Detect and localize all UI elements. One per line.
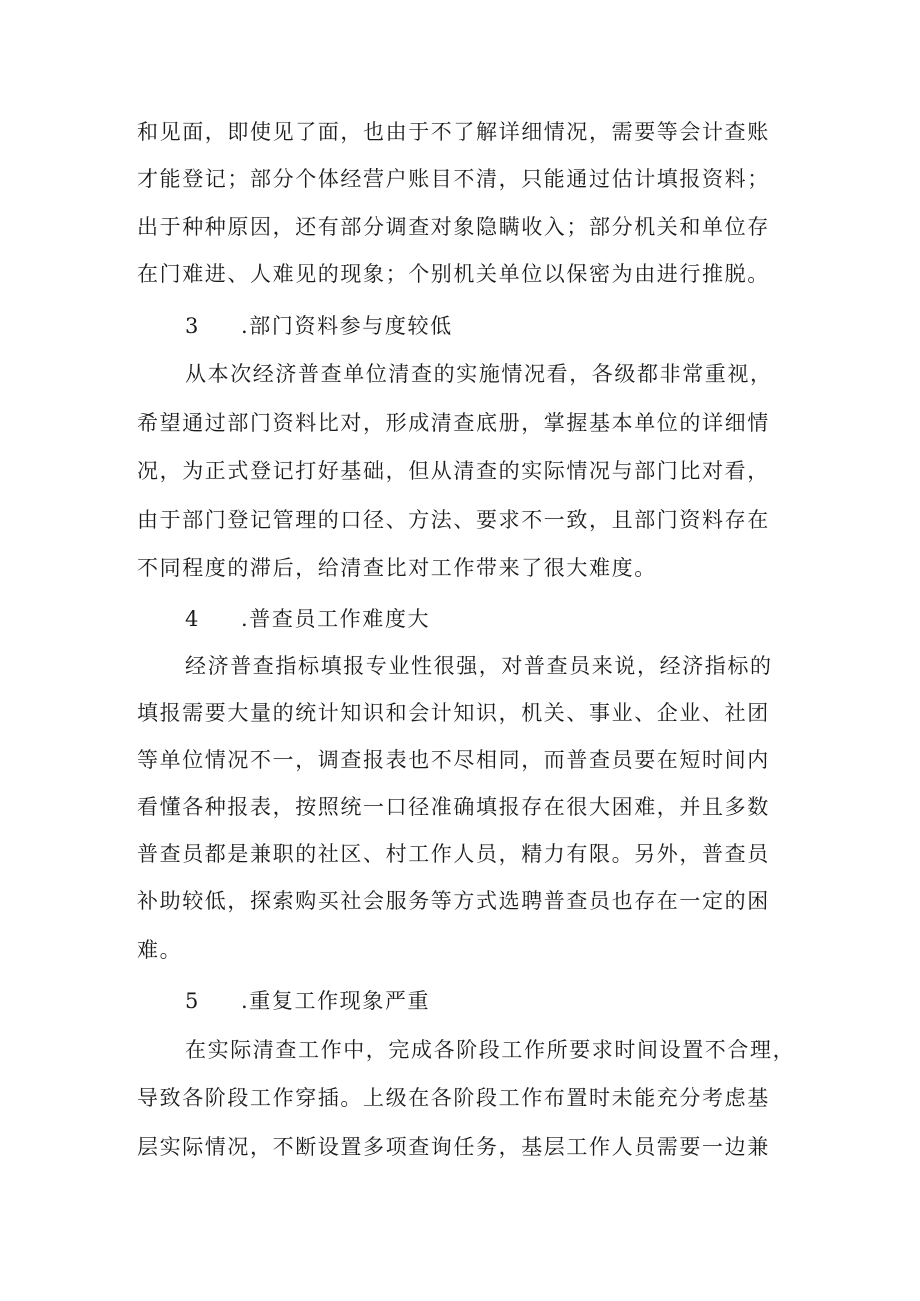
paragraph-line: 从本次经济普查单位清查的实施情况看，各级都非常重视， [185, 362, 773, 386]
paragraph-line: 在门难进、人难见的现象；个别机关单位以保密为由进行推脱。 [137, 262, 770, 286]
paragraph-line: 补助较低，探索购买社会服务等方式选聘普查员也存在一定的困 [137, 889, 770, 913]
paragraph-line: 层实际情况，不断设置多项查询任务，基层工作人员需要一边兼 [137, 1135, 770, 1159]
section-title: .普查员工作难度大 [241, 607, 431, 631]
section-number: 3 [185, 314, 199, 338]
section-heading [185, 986, 430, 1016]
paragraph-line: 和见面，即使见了面，也由于不了解详细情况，需要等会计查账 [137, 120, 770, 144]
section-title: .部门资料参与度较低 [241, 314, 453, 338]
paragraph-line: 填报需要大量的统计知识和会计知识，机关、事业、企业、社团 [137, 701, 770, 725]
paragraph-line: 经济普查指标填报专业性很强，对普查员来说，经济指标的 [185, 654, 773, 678]
section-number: 4 [185, 607, 199, 631]
section-heading [185, 604, 430, 634]
paragraph-line: 等单位情况不一，调查报表也不尽相同，而普查员要在短时间内 [137, 748, 770, 772]
section-title: .重复工作现象严重 [241, 989, 431, 1013]
paragraph-line: 希望通过部门资料比对，形成清查底册，掌握基本单位的详细情 [137, 411, 770, 435]
paragraph-line: 由于部门登记管理的口径、方法、要求不一致，且部门资料存在 [137, 508, 770, 532]
paragraph-line: 出于种种原因，还有部分调查对象隐瞒收入；部分机关和单位存 [137, 215, 770, 239]
paragraph-line: 难。 [137, 938, 183, 962]
paragraph-line: 才能登记；部分个体经营户账目不清，只能通过估计填报资料； [137, 167, 770, 191]
paragraph-line: 导致各阶段工作穿插。上级在各阶段工作布置时未能充分考虑基 [137, 1086, 770, 1110]
paragraph-line: 看懂各种报表，按照统一口径准确填报存在很大困难，并且多数 [137, 795, 770, 819]
section-number: 5 [185, 989, 199, 1013]
section-heading [185, 311, 453, 341]
paragraph-line: 普查员都是兼职的社区、村工作人员，精力有限。另外，普查员 [137, 842, 770, 866]
paragraph-line: 况，为正式登记打好基础，但从清查的实际情况与部门比对看， [137, 459, 770, 483]
paragraph-line: 不同程度的滞后，给清查比对工作带来了很大难度。 [137, 556, 657, 580]
paragraph-line: 在实际清查工作中，完成各阶段工作所要求时间设置不合理， [185, 1038, 796, 1062]
